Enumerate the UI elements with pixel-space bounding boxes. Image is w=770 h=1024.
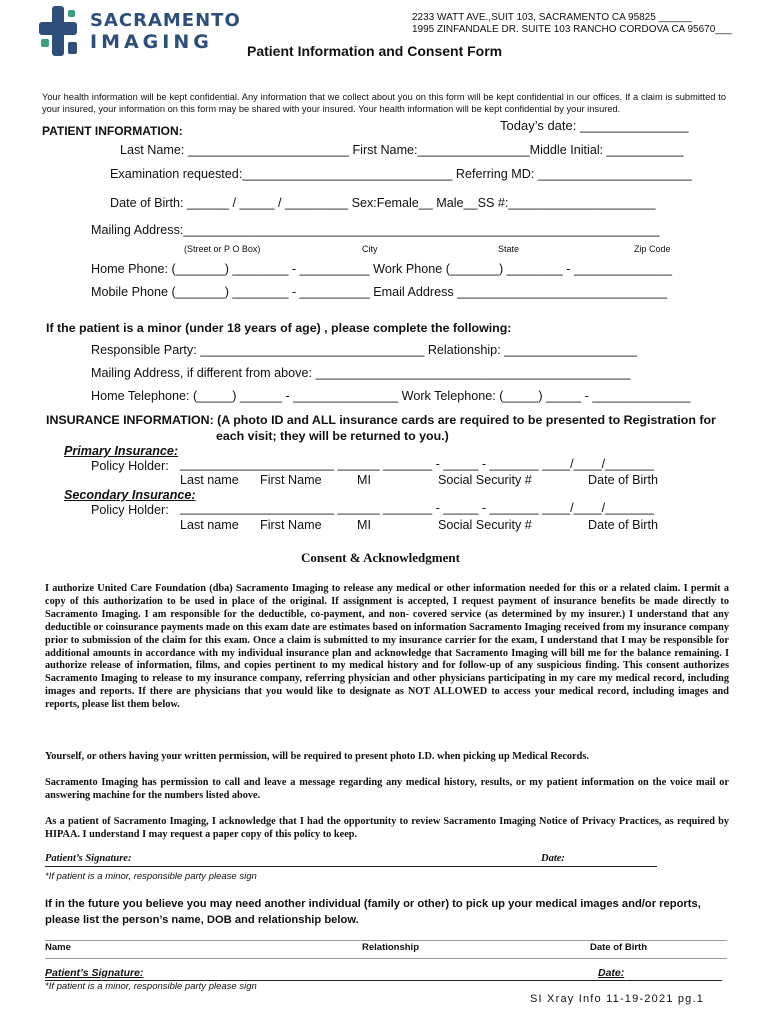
footer-page-id: SI Xray Info 11-19-2021 pg.1: [530, 993, 705, 1005]
pickup-column-rule: [45, 940, 727, 941]
pickup-col-dob: Date of Birth: [590, 942, 647, 953]
minor-mailing-address-field[interactable]: Mailing Address, if different from above: _____________________________________________: [91, 366, 631, 380]
medical-cross-logo-icon: [38, 4, 82, 60]
logo-line-1: SACRAMENTO: [90, 10, 241, 31]
exam-referring-fields[interactable]: Examination requested:______________________________ Referring MD: ______________________: [110, 167, 692, 181]
primary-policy-holder-field[interactable]: ______________________ ______ _______ - _____ - _______ ____/____/_______: [180, 457, 655, 471]
pickup-date-label: Date:: [598, 967, 625, 979]
secondary-insurance-label: Secondary Insurance:: [64, 488, 196, 502]
primary-col-first-name: First Name: [260, 473, 322, 487]
consent-date-label: Date:: [541, 853, 565, 864]
primary-col-ssn: Social Security #: [438, 473, 532, 487]
secondary-col-last-name: Last name: [180, 518, 239, 532]
secondary-col-first-name: First Name: [260, 518, 322, 532]
pickup-minor-note: *If patient is a minor, responsible party please sign: [45, 981, 257, 992]
insurance-heading: INSURANCE INFORMATION: (A photo ID and ALL insurance cards are required to be presented to Registration for: [46, 413, 716, 427]
consent-paragraph-2: Yourself, or others having your written permission, will be required to present photo I.D. when picking up Medical Records.: [45, 751, 589, 762]
secondary-policy-holder-field[interactable]: ______________________ ______ _______ - _____ - _______ ____/____/_______: [180, 501, 655, 515]
home-work-phone-fields[interactable]: Home Phone: (_______) ________ - __________ Work Phone (_______) ________ - ______________: [91, 262, 672, 276]
street-label: (Street or P O Box): [184, 244, 261, 254]
pickup-instructions: If in the future you believe you may need another individual (family or other) to pick up your medical images and/or reports, please list the person’s name, DOB and relationship below.: [45, 898, 701, 926]
pickup-signature-label: Patient’s Signature:: [45, 967, 144, 979]
consent-paragraph-3: Sacramento Imaging has permission to call and leave a message regarding any medical history, results, or my patient information on the voice mail or answering machine for the numbers listed above.: [45, 777, 729, 801]
pickup-col-name: Name: [45, 942, 71, 953]
primary-col-last-name: Last name: [180, 473, 239, 487]
name-fields[interactable]: Last Name: _______________________ First Name:________________Middle Initial: ___________: [120, 143, 684, 157]
consent-signature-label: Patient’s Signature:: [45, 853, 132, 864]
consent-paragraph-1: I authorize United Care Foundation (dba) Sacramento Imaging to release any medical or other information needed for this or a related claim. I permit a copy of this authorization to be used in place of the original. If assignment is accepted, I request payment of insurance benefits be made directly to Sacramento Imaging. I am responsible for the deductible, co-payment, and non- covered service (as determined by my insurer.) I understand that any deductible or coinsurance payments made on this exam date are estimates based on information Sacramento Imaging received from my insurance company prior to submission of the claim for this exam. Once a claim is submitted to my insurance carrier for the exam, I understand that I may be responsible for additional amounts in accordance with my individual insurance plan and acknowledge that Sacramento Imaging will bill me for the balance remaining. I authorize release of information, films, and copies pertinent to my medical history and for follow-up of any suspicious finding. This consent authorizes Sacramento Imaging to release to my insurance company, referring physician and other physicians participating in my care my medical record, including images and reports. If there are physicians that you would like to designate as NOT ALLOWED to access your medical record, including images and reports, please list them below.: [45, 583, 729, 711]
patient-section-heading: PATIENT INFORMATION:: [42, 124, 183, 138]
consent-signature-line[interactable]: [45, 866, 657, 867]
secondary-col-ssn: Social Security #: [438, 518, 532, 532]
primary-policy-holder-label: Policy Holder:: [91, 459, 169, 473]
minor-heading: If the patient is a minor (under 18 years of age) , please complete the following:: [46, 321, 512, 335]
primary-col-dob: Date of Birth: [588, 473, 658, 487]
consent-paragraph-4: As a patient of Sacramento Imaging, I acknowledge that I had the opportunity to review Sacramento Imaging Notice of Privacy Practices, as required by HIPAA. I understand I may request a paper copy of this policy to keep.: [45, 816, 729, 840]
primary-col-mi: MI: [357, 473, 371, 487]
mailing-address-field[interactable]: Mailing Address:____________________________________________________________________: [91, 223, 660, 237]
consent-minor-note: *If patient is a minor, responsible party please sign: [45, 871, 257, 882]
insurance-heading-2: each visit; they will be returned to you.): [216, 429, 449, 443]
secondary-col-mi: MI: [357, 518, 371, 532]
consent-heading: Consent & Acknowledgment: [301, 550, 460, 565]
primary-insurance-label: Primary Insurance:: [64, 444, 179, 458]
pickup-col-relationship: Relationship: [362, 942, 420, 953]
state-label: State: [498, 244, 520, 254]
todays-date-field[interactable]: Today’s date: _______________: [500, 118, 689, 133]
zip-label: Zip Code: [634, 244, 671, 254]
minor-telephone-fields[interactable]: Home Telephone: (_____) ______ - _______________ Work Telephone: (_____) _____ - ______________: [91, 389, 691, 403]
form-title: Patient Information and Consent Form: [247, 43, 503, 59]
city-label: City: [362, 244, 378, 254]
logo: [38, 4, 241, 60]
logo-line-2: IMAGING: [90, 31, 213, 53]
confidentiality-intro: Your health information will be kept confidential. Any information that we collect about you on this form will be kept confidential in our offices. If a claim is submitted to your insured, your information on this form may be shared with your insured. Your health information will be kept confidential by your insured.: [42, 92, 726, 114]
responsible-party-field[interactable]: Responsible Party: ________________________________ Relationship: ___________________: [91, 343, 638, 357]
address-line-1: 2233 WATT AVE.,SUIT 103, SACRAMENTO CA 95825 ______: [412, 12, 692, 23]
dob-sex-ss-fields[interactable]: Date of Birth: ______ / _____ / _________ Sex:Female__ Male__SS #:_____________________: [110, 196, 656, 210]
secondary-col-dob: Date of Birth: [588, 518, 658, 532]
address-line-2: 1995 ZINFANDALE DR. SUITE 103 RANCHO CORDOVA CA 95670___: [412, 24, 732, 35]
pickup-entry-line[interactable]: [45, 958, 727, 959]
secondary-policy-holder-label: Policy Holder:: [91, 503, 169, 517]
mobile-email-fields[interactable]: Mobile Phone (_______) ________ - __________ Email Address ______________________________: [91, 285, 668, 299]
